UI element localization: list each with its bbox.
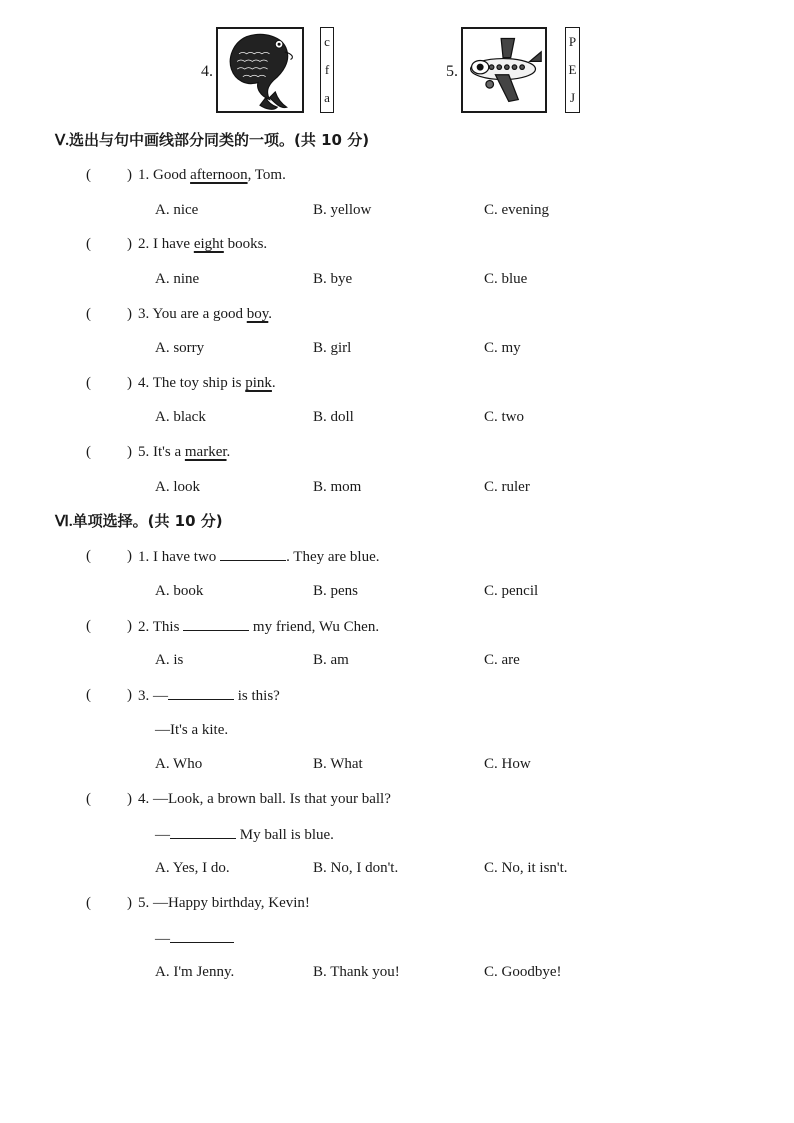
option-b[interactable]: B. doll xyxy=(313,409,354,425)
fill-blank[interactable] xyxy=(168,685,234,700)
letter: f xyxy=(324,62,330,77)
answer-blank[interactable]: ( ) xyxy=(86,306,132,322)
option-a[interactable]: A. Who xyxy=(155,756,203,772)
picture-4-letter-strip xyxy=(320,27,334,113)
option-c[interactable]: C. No, it isn't. xyxy=(484,860,568,876)
option-a[interactable]: A. sorry xyxy=(155,340,205,356)
option-a[interactable]: A. Yes, I do. xyxy=(155,860,230,876)
fill-blank[interactable] xyxy=(220,546,286,561)
picture-4-box xyxy=(216,27,304,113)
answer-blank[interactable]: ( ) xyxy=(86,687,132,703)
option-c[interactable]: C. are xyxy=(484,652,520,668)
question-stem: 2. I have eight books. xyxy=(138,236,268,252)
answer-blank[interactable]: ( ) xyxy=(86,236,132,252)
option-c[interactable]: C. ruler xyxy=(484,479,530,495)
underlined-word: pink xyxy=(245,375,272,391)
picture-5-letter-strip xyxy=(565,27,580,113)
question-line-2: — xyxy=(155,928,234,949)
underlined-word: eight xyxy=(193,236,224,252)
option-a[interactable]: A. nine xyxy=(155,271,200,287)
letter: E xyxy=(568,62,577,77)
underlined-word: boy xyxy=(246,306,269,322)
answer-blank[interactable]: ( ) xyxy=(86,791,132,807)
option-b[interactable]: B. Thank you! xyxy=(313,964,400,980)
answer-blank[interactable]: ( ) xyxy=(86,548,132,564)
question-stem: 4. —Look, a brown ball. Is that your ball? xyxy=(138,791,391,807)
question-stem: 1. I have two . They are blue. xyxy=(138,546,380,567)
letter: P xyxy=(568,34,577,49)
picture-5-box xyxy=(461,27,547,113)
letter: a xyxy=(324,90,330,105)
option-a[interactable]: A. nice xyxy=(155,202,199,218)
letter: J xyxy=(569,90,576,105)
option-a[interactable]: A. is xyxy=(155,652,184,668)
option-c[interactable]: C. blue xyxy=(484,271,528,287)
question-stem: 3. — is this? xyxy=(138,685,280,706)
question-stem: 1. Good afternoon, Tom. xyxy=(138,167,286,183)
option-b[interactable]: B. am xyxy=(313,652,349,668)
option-b[interactable]: B. yellow xyxy=(313,202,372,218)
option-b[interactable]: B. mom xyxy=(313,479,362,495)
option-b[interactable]: B. What xyxy=(313,756,363,772)
answer-blank[interactable]: ( ) xyxy=(86,375,132,391)
fish-icon xyxy=(218,29,302,111)
option-a[interactable]: A. I'm Jenny. xyxy=(155,964,235,980)
section-number: Ⅵ. xyxy=(55,514,73,530)
picture-4-number: 4. xyxy=(201,63,213,80)
option-c[interactable]: C. evening xyxy=(484,202,549,218)
answer-blank[interactable]: ( ) xyxy=(86,444,132,460)
section-title: 单项选择。(共 10 分) xyxy=(72,512,223,530)
section-5-heading xyxy=(55,130,369,151)
option-a[interactable]: A. look xyxy=(155,479,200,495)
question-stem: 2. This my friend, Wu Chen. xyxy=(138,616,379,637)
question-stem: 5. It's a marker. xyxy=(138,444,231,460)
letter: c xyxy=(324,34,330,49)
option-b[interactable]: B. girl xyxy=(313,340,352,356)
fill-blank[interactable] xyxy=(183,616,249,631)
option-b[interactable]: B. No, I don't. xyxy=(313,860,399,876)
airplane-icon xyxy=(463,29,545,111)
section-title: 选出与句中画线部分同类的一项。(共 10 分) xyxy=(69,131,370,149)
section-number: Ⅴ. xyxy=(55,133,70,149)
question-line-2: —It's a kite. xyxy=(155,722,229,738)
option-b[interactable]: B. bye xyxy=(313,271,353,287)
fill-blank[interactable] xyxy=(170,824,236,839)
question-stem: 5. —Happy birthday, Kevin! xyxy=(138,895,310,911)
answer-blank[interactable]: ( ) xyxy=(86,167,132,183)
section-6-heading xyxy=(55,511,223,532)
underlined-word: afternoon xyxy=(190,167,248,183)
answer-blank[interactable]: ( ) xyxy=(86,618,132,634)
option-c[interactable]: C. How xyxy=(484,756,531,772)
fill-blank[interactable] xyxy=(170,928,234,943)
question-stem: 4. The toy ship is pink. xyxy=(138,375,276,391)
option-a[interactable]: A. black xyxy=(155,409,206,425)
option-c[interactable]: C. my xyxy=(484,340,521,356)
question-stem: 3. You are a good boy. xyxy=(138,306,273,322)
picture-5-number: 5. xyxy=(446,63,458,80)
option-c[interactable]: C. pencil xyxy=(484,583,539,599)
answer-blank[interactable]: ( ) xyxy=(86,895,132,911)
option-c[interactable]: C. two xyxy=(484,409,525,425)
option-b[interactable]: B. pens xyxy=(313,583,358,599)
option-a[interactable]: A. book xyxy=(155,583,204,599)
underlined-word: marker xyxy=(184,444,227,460)
option-c[interactable]: C. Goodbye! xyxy=(484,964,562,980)
question-line-2: — My ball is blue. xyxy=(155,824,334,845)
